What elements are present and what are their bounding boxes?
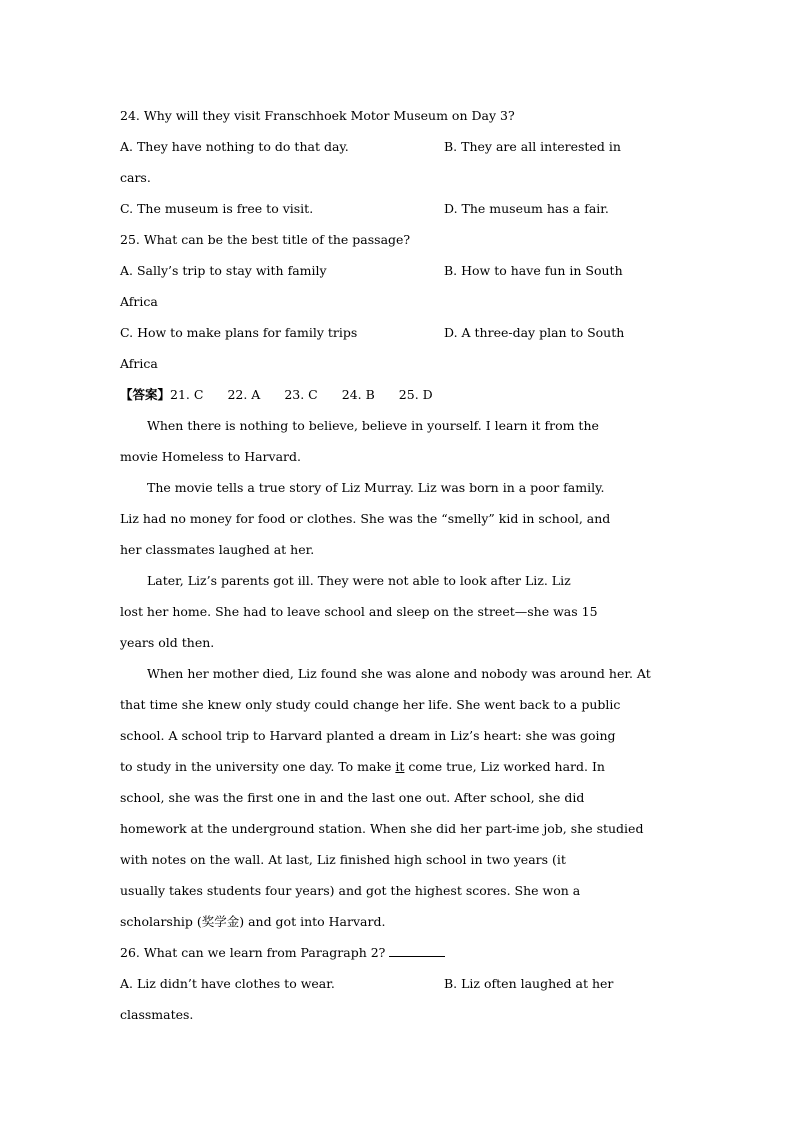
passage-line bbox=[120, 751, 680, 782]
q25-option-b-cont: Africa bbox=[120, 294, 158, 309]
q25-option-c: C. How to make plans for family trips bbox=[120, 325, 358, 340]
passage-line: school, she was the first one in and the last one out. After school, she did bbox=[120, 790, 585, 805]
passage-line: that time she knew only study could change her life. She went back to a public bbox=[120, 697, 621, 712]
q26-option-b-cont: classmates. bbox=[120, 1007, 194, 1022]
passage-line: Liz had no money for food or clothes. She was the “smelly” kid in school, and bbox=[120, 511, 611, 526]
passage-text: to study in the university one day. To make bbox=[120, 759, 396, 774]
passage-line: usually takes students four years) and got the highest scores. She won a bbox=[120, 883, 581, 898]
answer-item: 24. B bbox=[341, 387, 375, 402]
passage-line: lost her home. She had to leave school and sleep on the street—she was 15 bbox=[120, 604, 598, 619]
q24-option-c: C. The museum is free to visit. bbox=[120, 201, 314, 216]
q24-options-row1 bbox=[120, 131, 680, 162]
underlined-word: it bbox=[395, 759, 405, 774]
q24-option-b: B. They are all interested in bbox=[444, 139, 621, 154]
q25-option-b: B. How to have fun in South bbox=[444, 263, 623, 278]
q26-options-row1 bbox=[120, 968, 680, 999]
q24-option-d: D. The museum has a fair. bbox=[444, 201, 609, 216]
passage-line: movie Homeless to Harvard. bbox=[120, 449, 301, 464]
passage-line: When there is nothing to believe, believe in yourself. I learn it from the bbox=[147, 418, 599, 433]
passage-line: Later, Liz’s parents got ill. They were not able to look after Liz. Liz bbox=[147, 573, 571, 588]
answer-item: 21. C bbox=[170, 387, 204, 402]
passage-line: with notes on the wall. At last, Liz finished high school in two years (it bbox=[120, 852, 566, 867]
answer-blank bbox=[389, 944, 445, 957]
q26-option-b: B. Liz often laughed at her bbox=[444, 976, 614, 991]
passage-line: her classmates laughed at her. bbox=[120, 542, 315, 557]
answer-item: 23. C bbox=[284, 387, 318, 402]
q25-options-row1 bbox=[120, 255, 680, 286]
passage-line: The movie tells a true story of Liz Murray. Liz was born in a poor family. bbox=[147, 480, 605, 495]
q26-option-a: A. Liz didn’t have clothes to wear. bbox=[120, 976, 335, 991]
passage-line: homework at the underground station. When she did her part-ime job, she studied bbox=[120, 821, 644, 836]
passage-text: come true, Liz worked hard. In bbox=[404, 759, 605, 774]
q24-question: 24. Why will they visit Franschhoek Motor Museum on Day 3? bbox=[120, 108, 515, 123]
passage-line: school. A school trip to Harvard planted a dream in Liz’s heart: she was going bbox=[120, 728, 616, 743]
q24-option-b-cont: cars. bbox=[120, 170, 151, 185]
q24-option-a: A. They have nothing to do that day. bbox=[120, 139, 349, 154]
answer-item: 22. A bbox=[227, 387, 261, 402]
answer-key bbox=[120, 379, 680, 410]
answer-item: 25. D bbox=[398, 387, 433, 402]
document-page bbox=[120, 100, 680, 1030]
q26-question: 26. What can we learn from Paragraph 2? bbox=[120, 945, 386, 960]
passage-line: years old then. bbox=[120, 635, 215, 650]
passage-line: scholarship (奖学金) and got into Harvard. bbox=[120, 914, 386, 929]
q25-options-row2 bbox=[120, 317, 680, 348]
q25-option-a: A. Sally’s trip to stay with family bbox=[120, 263, 327, 278]
q24-options-row2 bbox=[120, 193, 680, 224]
q25-option-d: D. A three-day plan to South bbox=[444, 325, 625, 340]
q25-question: 25. What can be the best title of the passage? bbox=[120, 232, 411, 247]
q25-option-d-cont: Africa bbox=[120, 356, 158, 371]
passage-line: When her mother died, Liz found she was alone and nobody was around her. At bbox=[147, 666, 651, 681]
answer-label: 【答案】 bbox=[120, 387, 171, 402]
q26-question-row bbox=[120, 937, 680, 968]
